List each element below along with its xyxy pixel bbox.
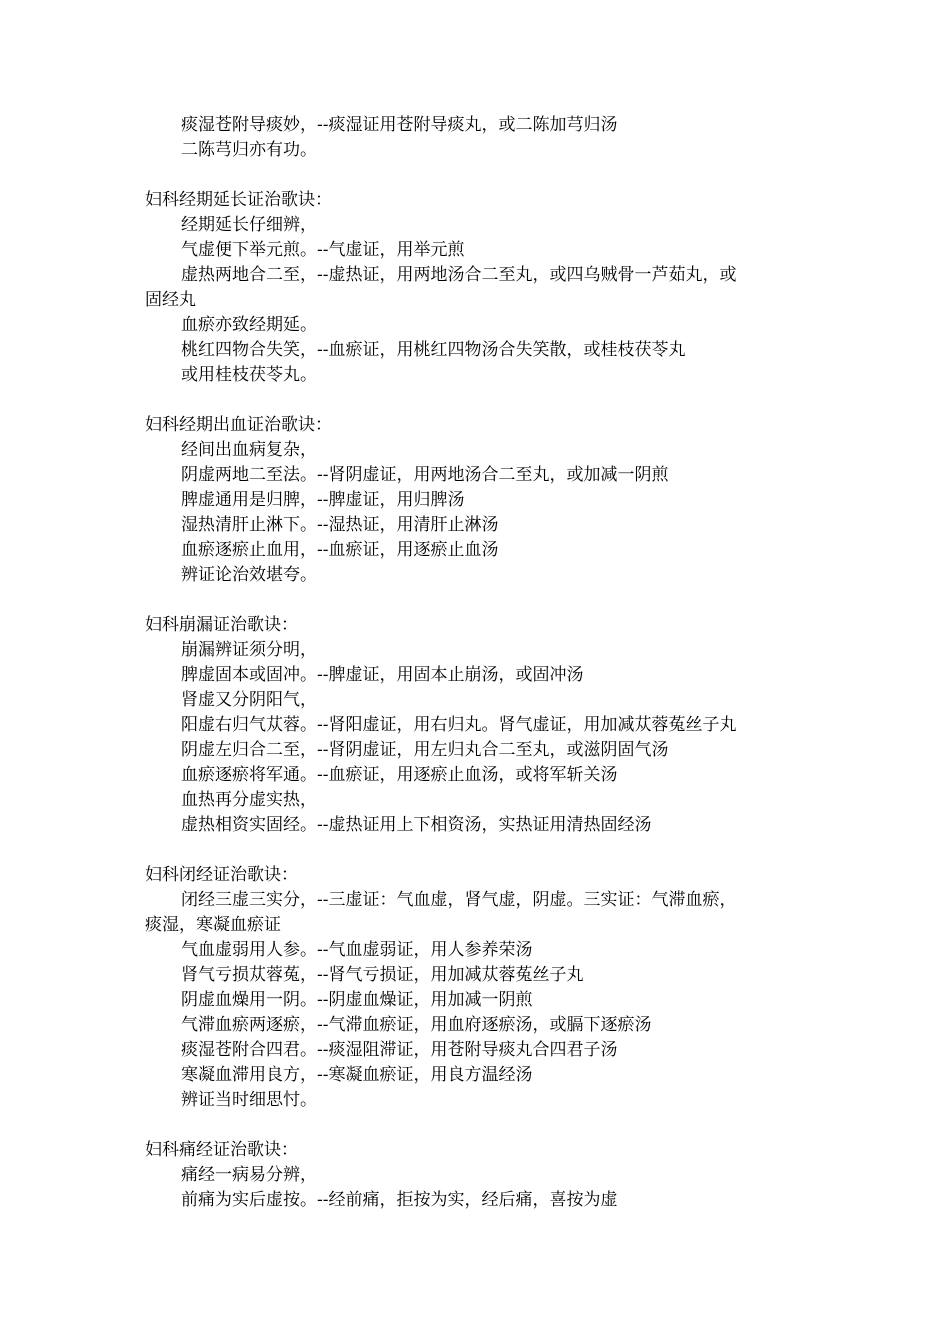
text-line: 经间出血病复杂， (181, 440, 317, 460)
paragraph-gap (145, 838, 825, 863)
paragraph-gap (145, 1113, 825, 1138)
section-heading-line: 固经丸 (145, 290, 196, 310)
text-line: 气滞血瘀两逐瘀，--气滞血瘀证，用血府逐瘀汤，或膈下逐瘀汤 (181, 1015, 652, 1035)
text-line: 痛经一病易分辨， (181, 1165, 317, 1185)
text-line: 辨证当时细思忖。 (181, 1090, 317, 1110)
text-line: 血瘀逐瘀止血用，--血瘀证，用逐瘀止血汤 (181, 540, 499, 560)
paragraph-gap (145, 388, 825, 413)
text-line: 崩漏辨证须分明， (181, 640, 317, 660)
paragraph-gap (145, 588, 825, 613)
document-body (145, 113, 825, 1213)
text-line: 阴虚两地二至法。--肾阴虚证，用两地汤合二至丸，或加减一阴煎 (181, 465, 669, 485)
text-line: 脾虚通用是归脾，--脾虚证，用归脾汤 (181, 490, 465, 510)
text-line: 血瘀逐瘀将军通。--血瘀证，用逐瘀止血汤，或将军斩关汤 (181, 765, 618, 785)
text-line: 桃红四物合失笑，--血瘀证，用桃红四物汤合失笑散，或桂枝茯苓丸 (181, 340, 686, 360)
section-heading-line: 妇科痛经证治歌诀： (145, 1140, 298, 1160)
text-line: 气虚便下举元煎。--气虚证，用举元煎 (181, 240, 465, 260)
text-line: 痰湿苍附合四君。--痰湿阻滞证，用苍附导痰丸合四君子汤 (181, 1040, 618, 1060)
section-heading-line: 妇科经期延长证治歌诀： (145, 190, 332, 210)
section-heading-line: 妇科经期出血证治歌诀： (145, 415, 332, 435)
text-line: 痰湿苍附导痰妙，--痰湿证用苍附导痰丸，或二陈加芎归汤 (181, 115, 618, 135)
text-line: 阴虚血燥用一阴。--阴虚血燥证，用加减一阴煎 (181, 990, 533, 1010)
text-line: 肾虚又分阴阳气， (181, 690, 317, 710)
section-heading-line: 妇科崩漏证治歌诀： (145, 615, 298, 635)
text-line: 气血虚弱用人参。--气血虚弱证，用人参养荣汤 (181, 940, 533, 960)
text-line: 二陈芎归亦有功。 (181, 140, 317, 160)
section-heading-line: 痰湿，寒凝血瘀证 (145, 915, 281, 935)
text-line: 湿热清肝止淋下。--湿热证，用清肝止淋汤 (181, 515, 499, 535)
paragraph-gap (145, 163, 825, 188)
text-line: 虚热两地合二至，--虚热证，用两地汤合二至丸，或四乌贼骨一芦茹丸，或 (181, 265, 737, 285)
text-line: 辨证论治效堪夸。 (181, 565, 317, 585)
text-line: 寒凝血滞用良方，--寒凝血瘀证，用良方温经汤 (181, 1065, 533, 1085)
text-line: 脾虚固本或固冲。--脾虚证，用固本止崩汤，或固冲汤 (181, 665, 584, 685)
section-heading-line: 妇科闭经证治歌诀： (145, 865, 298, 885)
text-line: 肾气亏损苁蓉菟，--肾气亏损证，用加减苁蓉菟丝子丸 (181, 965, 584, 985)
text-line: 闭经三虚三实分，--三虚证：气血虚，肾气虚，阴虚。三实证：气滞血瘀， (181, 890, 737, 910)
text-line: 前痛为实后虚按。--经前痛，拒按为实，经后痛，喜按为虚 (181, 1190, 618, 1210)
text-line: 虚热相资实固经。--虚热证用上下相资汤，实热证用清热固经汤 (181, 815, 652, 835)
text-line: 血瘀亦致经期延。 (181, 315, 317, 335)
text-line: 阴虚左归合二至，--肾阴虚证，用左归丸合二至丸，或滋阴固气汤 (181, 740, 669, 760)
text-line: 或用桂枝茯苓丸。 (181, 365, 317, 385)
text-line: 血热再分虚实热， (181, 790, 317, 810)
text-line: 经期延长仔细辨， (181, 215, 317, 235)
text-line: 阳虚右归气苁蓉。--肾阳虚证，用右归丸。肾气虚证，用加减苁蓉菟丝子丸 (181, 715, 737, 735)
